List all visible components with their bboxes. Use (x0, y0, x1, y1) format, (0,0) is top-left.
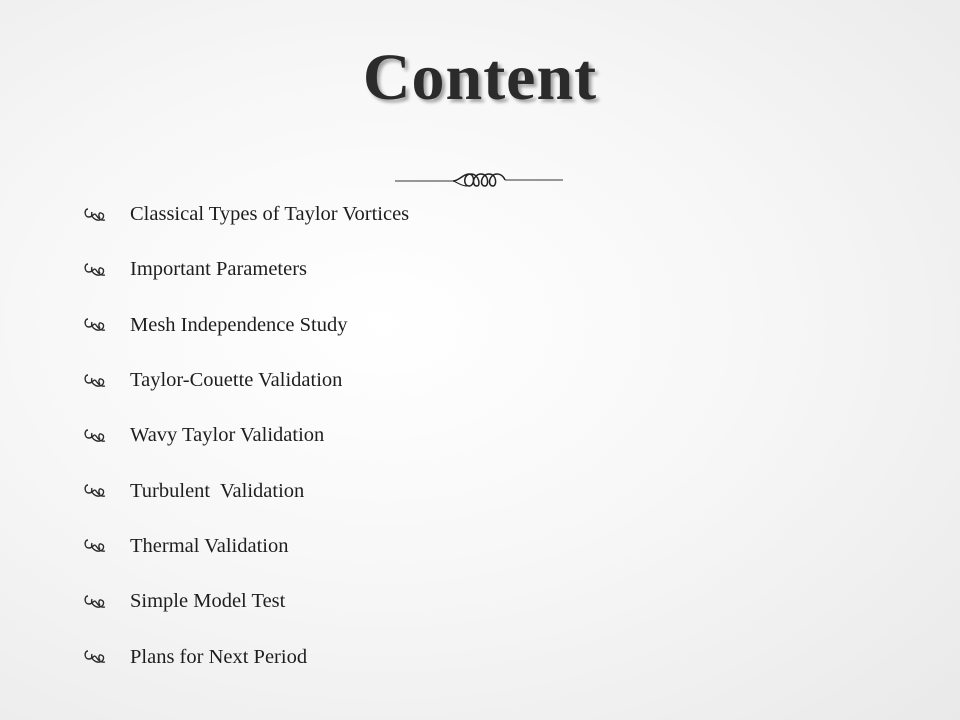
list-item (82, 574, 409, 629)
list-item-label: Taylor-Couette Validation (130, 369, 343, 392)
double-loop-bullet-icon (82, 647, 110, 667)
list-item (82, 408, 409, 463)
content-bullet-list (82, 187, 409, 685)
double-loop-bullet-icon (82, 205, 110, 225)
list-item-label: Simple Model Test (130, 590, 286, 613)
list-item-label: Thermal Validation (130, 534, 289, 557)
list-item-label: Turbulent Validation (130, 479, 305, 502)
list-item (82, 298, 409, 353)
list-item (82, 463, 409, 518)
list-item (82, 629, 409, 684)
list-item (82, 519, 409, 574)
list-item (82, 353, 409, 408)
ornamental-divider-icon (393, 166, 565, 194)
list-item (82, 242, 409, 297)
double-loop-bullet-icon (82, 315, 110, 335)
double-loop-bullet-icon (82, 536, 110, 556)
double-loop-bullet-icon (82, 371, 110, 391)
double-loop-bullet-icon (82, 260, 110, 280)
slide-title: Content (362, 41, 598, 114)
double-loop-bullet-icon (82, 481, 110, 501)
list-item-label: Wavy Taylor Validation (130, 424, 325, 447)
double-loop-bullet-icon (82, 426, 110, 446)
list-item-label: Mesh Independence Study (130, 313, 348, 336)
list-item (82, 187, 409, 242)
double-loop-bullet-icon (82, 592, 110, 612)
list-item-label: Important Parameters (130, 258, 308, 281)
list-item-label: Classical Types of Taylor Vortices (130, 203, 410, 226)
list-item-label: Plans for Next Period (130, 645, 308, 668)
